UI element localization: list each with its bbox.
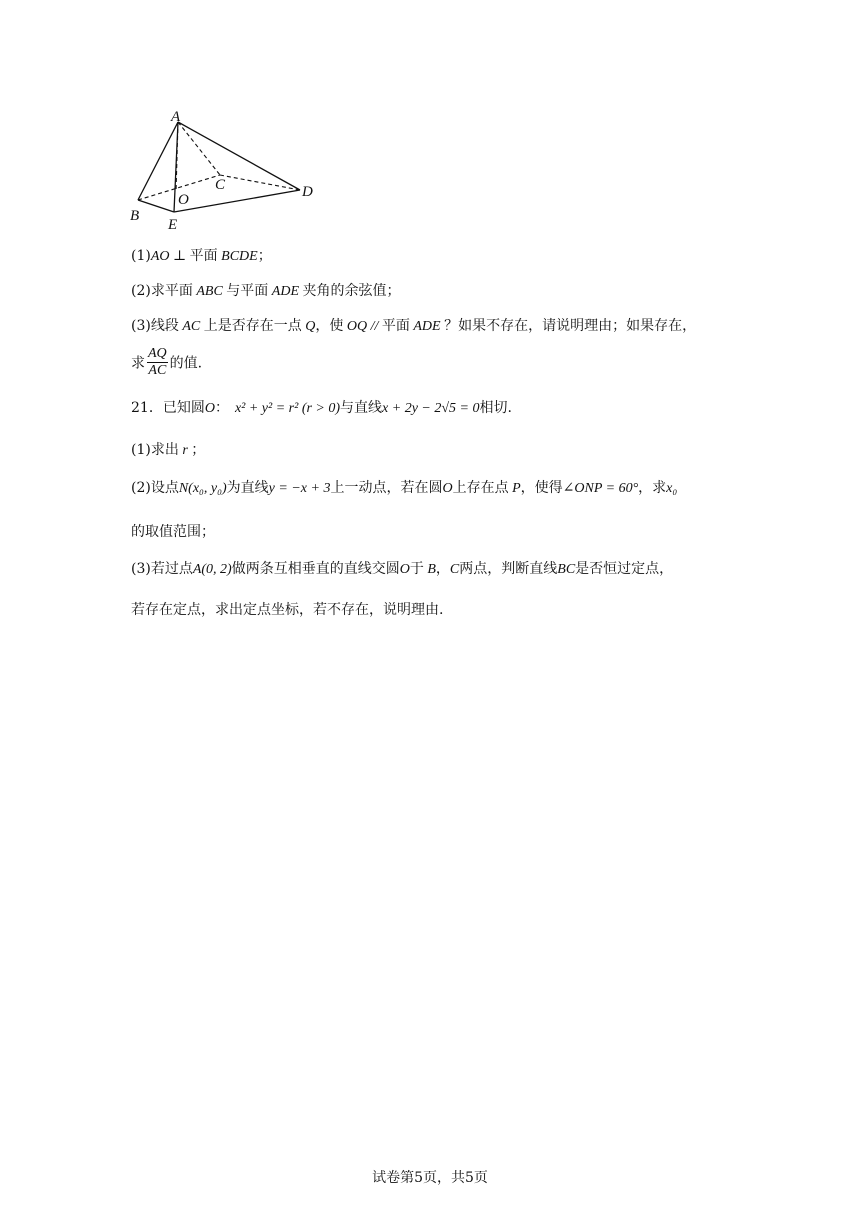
label-A: A xyxy=(171,109,181,125)
q21-part2-text5: ，求 xyxy=(638,480,667,496)
q21-part3 xyxy=(131,559,673,580)
q20-part3-label: (3)线段 xyxy=(131,318,179,334)
q20-part1-plane: BCDE xyxy=(217,249,258,264)
q20-part3-line2 xyxy=(131,346,202,379)
q21-stem-text: 已知圆 xyxy=(162,400,205,416)
q21-point-n: N(x₀, y₀) xyxy=(178,481,227,496)
q21-point-a: A(0, 2) xyxy=(192,562,232,577)
q21-part2-text2: 上一动点，若在圆 xyxy=(330,480,443,496)
q21-circle-equation: x² + y² = r² (r > 0) xyxy=(234,401,341,416)
q21-stem xyxy=(131,398,512,419)
q21-part3-comma: ， xyxy=(435,561,450,577)
q21-line-y: y = −x + 3 xyxy=(268,481,331,496)
q20-part2-text-end: 夹角的余弦值； xyxy=(302,283,401,299)
label-B: B xyxy=(130,208,140,224)
q20-part3-text3: 平面 xyxy=(381,318,410,334)
q21-point-c: C xyxy=(449,562,460,577)
q21-number: 21． xyxy=(131,400,163,416)
q21-part1-end: ； xyxy=(191,442,206,458)
q21-part2-text: 为直线 xyxy=(226,480,269,496)
q20-part1-label: (1) xyxy=(131,248,151,264)
page-footer xyxy=(0,1167,860,1187)
q21-part3-conclusion: 若存在定点，求出定点坐标，若不存在，说明理由. xyxy=(131,602,444,618)
q20-part3-text4: ？如果不存在，请说明理由；如果存在， xyxy=(444,318,697,334)
q20-part3-point-q: Q xyxy=(301,319,316,334)
q20-part2-text: 与平面 xyxy=(226,283,269,299)
label-O: O xyxy=(178,192,189,208)
q21-part2-text3: 上存在点 xyxy=(452,480,509,496)
q21-point-b: B xyxy=(423,562,436,577)
q20-part2 xyxy=(131,281,401,302)
fraction-denominator: AC xyxy=(148,363,167,378)
q21-part3-line2 xyxy=(131,600,443,620)
label-D: D xyxy=(302,184,313,200)
q21-part2-line2 xyxy=(131,522,215,542)
q21-part3-text2: 于 xyxy=(409,561,424,577)
edge-BE xyxy=(138,200,174,212)
q20-part3-plane-ade: ADE xyxy=(409,319,445,334)
q21-stem-text2: 与直线 xyxy=(340,400,383,416)
q20-part1-math: AO ⊥ xyxy=(150,249,190,264)
q20-part2-plane-abc: ABC xyxy=(192,284,227,299)
q21-part1-r: r xyxy=(178,443,192,458)
ratio-fraction xyxy=(147,346,168,379)
q21-part1 xyxy=(131,440,205,461)
q21-x0: x₀ xyxy=(666,481,678,496)
q21-part2 xyxy=(131,478,677,499)
q21-line-equation: x + 2y − 2√5 = 0 xyxy=(382,401,480,416)
q20-part3-value: 的值. xyxy=(169,355,203,372)
q20-part3-parallel: OQ // xyxy=(343,319,382,334)
q20-part2-label: (2)求平面 xyxy=(131,283,193,299)
q20-part3-text: 上是否存在一点 xyxy=(203,318,302,334)
q21-part2-label: (2)设点 xyxy=(131,480,179,496)
edge-ED xyxy=(174,190,300,212)
q21-circle-o: O xyxy=(204,401,215,416)
edge-AC xyxy=(178,122,220,175)
q21-part3-text: 做两条互相垂直的直线交圆 xyxy=(231,561,400,577)
label-E: E xyxy=(168,217,178,233)
q21-angle-onp: ∠ONP = 60° xyxy=(562,481,639,496)
edge-CD xyxy=(220,175,300,190)
q21-part3-circle-o: O xyxy=(399,562,410,577)
q20-part1-end: ； xyxy=(257,248,272,264)
q21-part2-range: 的取值范围； xyxy=(131,524,215,540)
q21-stem-text3: 相切. xyxy=(479,400,512,416)
q20-part1-text: 平面 xyxy=(189,248,218,264)
q21-part3-label: (3)若过点 xyxy=(131,561,193,577)
edge-AD xyxy=(178,122,300,190)
q20-part3-segment-ac: AC xyxy=(178,319,204,334)
q21-colon: ： xyxy=(214,400,229,416)
q20-part1 xyxy=(131,246,272,267)
q20-part3-text2: ，使 xyxy=(315,318,344,334)
q21-line-bc: BC xyxy=(557,562,576,577)
pyramid-figure xyxy=(128,108,328,236)
label-C: C xyxy=(215,177,226,193)
q21-part2-circle-o: O xyxy=(442,481,453,496)
fraction-numerator: AQ xyxy=(148,346,167,361)
q21-part3-text4: 是否恒过定点， xyxy=(575,561,674,577)
page-number: 试卷第5页，共5页 xyxy=(372,1170,488,1186)
q21-part3-text3: 两点，判断直线 xyxy=(459,561,558,577)
q21-point-p: P xyxy=(508,481,521,496)
q20-part3 xyxy=(131,316,696,337)
q21-part1-text: (1)求出 xyxy=(131,442,179,458)
q20-part3-seek: 求 xyxy=(131,355,145,372)
q21-part2-text4: ，使得 xyxy=(520,480,563,496)
edge-AB xyxy=(138,122,178,200)
q20-part2-plane-ade: ADE xyxy=(268,284,303,299)
